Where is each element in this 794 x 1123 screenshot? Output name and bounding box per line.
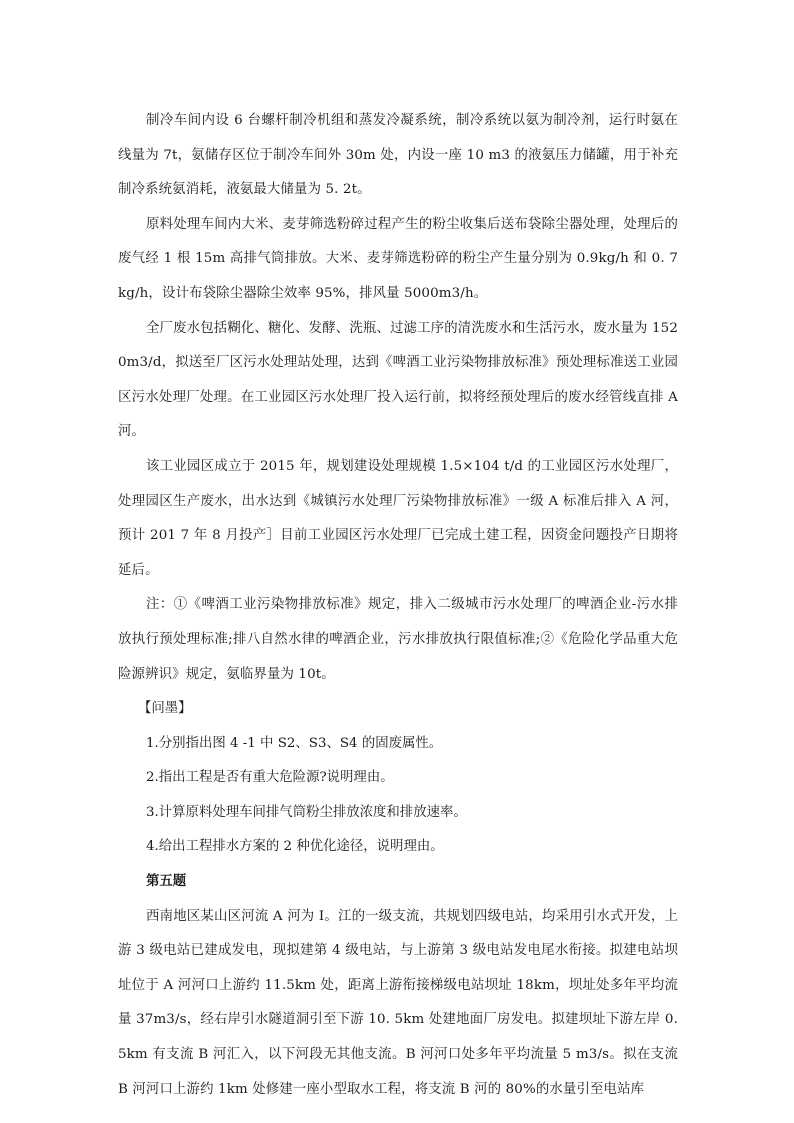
question-item-4: 4.给出工程排水方案的 2 种优化途径，说明理由。: [146, 839, 444, 855]
paragraph-dust-treatment: 原料处理车间内大米、麦芽筛选粉碎过程产生的粉尘收集后送布袋除尘器处理，处理后的废气经 1 根 15m 高排气筒排放。大米、麦芽筛选粉碎的粉尘产生量分别为 0.9kg/h 和 0. 7kg/h，设计布袋除尘器除尘效率 95%，排风量 5000m3/h。: [118, 216, 678, 301]
paragraph-note: 注：①《啤酒工业污染物排放标准》规定，排入二级城市污水处理厂的啤酒企业-污水排放执行预处理标准;排八自然水律的啤酒企业，污水排放执行限值标准;②《危险化学品重大危险源辨识》规定，氨临界量为 10t。: [118, 597, 678, 682]
paragraph-hydropower: 西南地区某山区河流 A 河为 I。江的一级支流，共规划四级电站，均采用引水式开发，上游 3 级电站已建成发电，现拟建第 4 级电站，与上游第 3 级电站发电尾水衔接。拟建电站坝址位于 A 河河口上游约 11.5km 处，距离上游衔接梯级电站坝址 18km，坝址处多年平均流量 37m3/s，经右岸引水隧道洞引至下游 10. 5km 处建地面厂房发电。拟建坝址下游左岸 0.5km 有支流 B 河汇入，以下河段无其他支流。B 河河口处多年平均流量 5 m3/s。拟在支流 B 河河口上游约 1km 处修建一座小型取水工程，将支流 B 河的 80%的水量引至电站库: [118, 908, 678, 1097]
section-title: 第五题: [146, 874, 187, 890]
paragraph-refrigeration: 制冷车间内设 6 台螺杆制冷机组和蒸发冷凝系统，制冷系统以氨为制冷剂，运行时氨在线量为 7t，氨储存区位于制冷车间外 30m 处，内设一座 10 m3 的液氨压力储罐，用于补充制冷系统氨消耗，液氨最大储量为 5. 2t。: [118, 113, 678, 198]
question-item-1: 1.分别指出图 4 -1 中 S2、S3、S4 的固废属性。: [146, 735, 443, 751]
document-body: [118, 104, 678, 1107]
paragraph-wastewater: 全厂废水包括糊化、糖化、发酵、洗瓶、过滤工序的清洗废水和生活污水，废水量为 1520m3/d，拟送至厂区污水处理站处理，达到《啤酒工业污染物排放标准》预处理标准送工业园区污水处理厂处理。在工业园区污水处理厂投入运行前，拟将经预处理后的废水经管线直排 A 河。: [118, 320, 678, 440]
question-item-2: 2.指出工程是否有重大危险源?说明理由。: [146, 770, 394, 786]
question-header: 【问墨】: [138, 701, 192, 717]
paragraph-industrial-park: 该工业园区成立于 2015 年，规划建设处理规模 1.5×104 t/d 的工业园区污水处理厂，处理园区生产废水，出水达到《城镇污水处理厂污染物排放标准》一级 A 标准后排入 A 河，预计 201 7 年 8 月投产］目前工业园区污水处理厂已完成土建工程，因资金问题投产日期将延后。: [118, 458, 678, 578]
question-item-3: 3.计算原料处理车间排气筒粉尘排放浓度和排放速率。: [146, 804, 467, 820]
